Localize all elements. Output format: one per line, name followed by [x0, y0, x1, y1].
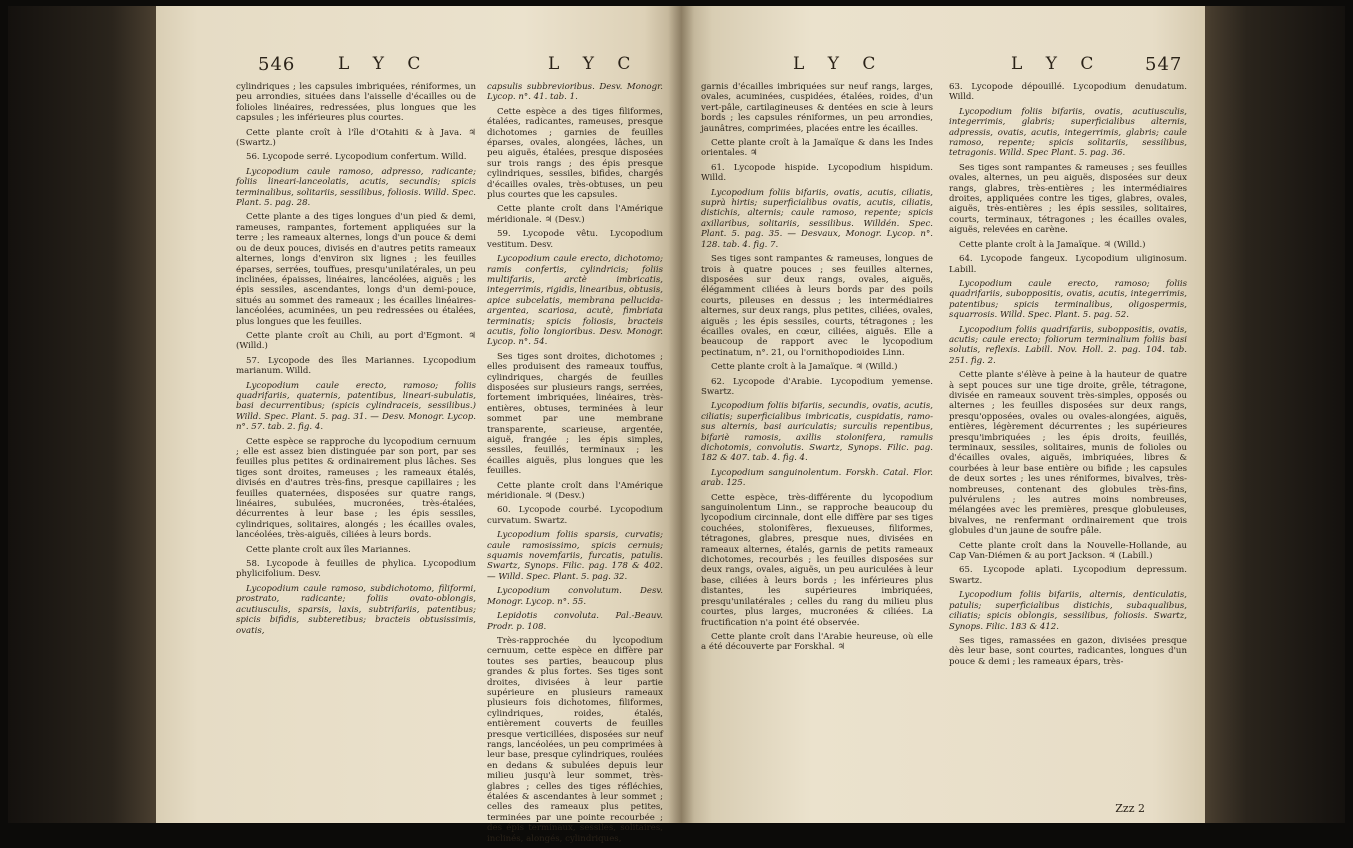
paragraph: Lycopodium caule erecto, ramoso; foliis quadrifariis, suboppositis, ovatis, acutis, integerrimis, patentibus; spicis terminalibus, oligospermis, squarrosis. Willd. Spec. Plant. 5. pag. 52.	[949, 278, 1187, 321]
paragraph: Cette espèce a des tiges filiformes, étalées, radicantes, rameuses, presque dichotomes ; garnies de feuilles éparses, ovales, alongées, lâches, un peu aiguës, étalées, presque disposées sur trois rangs ; des épis presque cylindriques, sessiles, bifides, chargés d'écailles ovales, très-obtuses, un peu plus courtes que les capsules.	[487, 106, 663, 201]
right-page	[681, 6, 1205, 823]
paragraph: Lycopodium caule ramoso, subdichotomo, filiformi, prostrato, radicante; foliis ovato-oblongis, acutiusculis, sparsis, laxis, subtrifariis, patentibus; spicis bifidis, subteretibus; bracteis obtusissimis, ovatis,	[236, 583, 476, 636]
paragraph: Ses tiges sont rampantes & rameuses ; ses feuilles ovales, alternes, un peu aiguës, disposées sur deux rangs, glabres, très-entières ; les intermédiaires droites, appliquées contre les tiges, glabres, ovales, aiguës, très-entières ; les épis sessiles, solitaires, courts, terminaux, tétragones ; les écailles ovales, aiguës, relevées en carène.	[949, 162, 1187, 236]
paragraph: Cette plante a des tiges longues d'un pied & demi, rameuses, rampantes, fortement appliquées sur la terre ; les rameaux alternes, longs d'un pouce & demi ou de deux pouces, divisés en d'autres petits rameaux alternes, longs d'environ six lignes ; les feuilles éparses, serrées, touffues, presqu'unilatérales, un peu inclinées, épaisses, linéaires, lancéolées, aiguës ; les épis sessiles, ascendantes, longs d'un demi-pouce, situés au sommet des rameaux ; les écailles linéaires-lancéolées, acuminées, un peu redressées ou étalées, plus longues que les feuilles.	[236, 212, 476, 327]
paragraph: Lycopodium sanguinolentum. Forskh. Catal. Flor. arab. 125.	[701, 467, 933, 489]
signature-mark: Zzz 2	[1115, 802, 1145, 815]
left-column-1	[236, 82, 476, 640]
paragraph: Lycopodium foliis quadrifariis, suboppositis, ovatis, acutis; caule erecto; foliorum terminalium foliis basi solutis, reflexis. Labill. Nov. Holl. 2. pag. 104. tab. 251. fig. 2.	[949, 324, 1187, 366]
paragraph: Cette plante s'élève à peine à la hauteur de quatre à sept pouces sur une tige droite, grêle, tétragone, divisée en rameaux souvent très-simples, opposés ou alternes ; les feuilles disposées sur deux rangs, presqu'opposées, ovales ou ovales-alongées, aiguës, entières, légèrement décurrentes ; les supérieures presqu'imbriquées ; les épis droits, feuillés, terminaux, sessiles, solitaires, munis de folioles ou d'écailles ovales, aiguës, imbriquées, libres & courbées à leur base entière ou bifide ; les capsules de deux sortes ; les unes réniformes, bivalves, très-nombreuses, contenant des globules très-fins, pulvérulens ; les autres moins nombreuses, mélangées avec les premières, presque globuleuses, bivalves, ne renfermant ordinairement que trois globules d'un jaune de soufre pâle.	[949, 370, 1187, 537]
paragraph: Cette plante croît à la Jamaïque & dans les Indes orientales. ♃	[701, 138, 933, 159]
left-page-number: 546	[258, 54, 296, 75]
paragraph: 65. Lycopode aplati. Lycopodium depressum. Swartz.	[949, 565, 1187, 586]
paragraph: Lycopodium caule erecto, dichotomo; ramis confertis, cylindricis; foliis multifariis, arctè imbricatis, integerrimis, rigidis, linearibus, obtusis, apice subcelatis, membrana pellucida-argentea, scariosa, acutè, fimbriata terminatis; spicis foliosis, bracteis acutis, folio longioribus. Desv. Monogr. Lycop. n°. 54.	[487, 254, 663, 348]
paragraph: Lycopodium convolutum. Desv. Monogr. Lycop. n°. 55.	[487, 586, 663, 607]
paragraph: Cette plante croît à la Jamaïque. ♃ (Willd.)	[959, 239, 1146, 250]
paragraph: Lycopodium foliis bifariis, ovatis, acutiusculis, integerrimis, glabris; superficialibus alternis, adpressis, ovatis, acutis, integerrimis, glabris; caule ramoso, repente; spicis solitariis, sessilibus, tetragonis. Willd. Spec Plant. 5. pag. 36.	[949, 106, 1187, 159]
paragraph: Lycopodium caule erecto, ramoso; foliis quadrifariis, quaternis, patentibus, lineari-subulatis, basi decurrentibus; (spicis cylindraceis, sessilibus.) Willd. Spec. Plant. 5. pag. 31. — Desv. Monogr. Lycop. n°. 57. tab. 2. fig. 4.	[236, 380, 476, 433]
left-page	[156, 6, 681, 844]
paragraph: Cette plante croît dans l'Arabie heureuse, où elle a été découverte par Forskhal. ♃	[701, 631, 933, 653]
paragraph: 61. Lycopode hispide. Lycopodium hispidum. Willd.	[701, 162, 933, 184]
paragraph: Lepidotis convoluta. Pal.-Beauv. Prodr. p. 108.	[487, 611, 663, 632]
right-catchword-2: L Y C	[1011, 54, 1103, 74]
paragraph: Lycopodium foliis bifariis, alternis, denticulatis, patulis; superficialibus distichis, subaqualibus, ciliatis; spicis oblongis, sessilibus, foliosis. Swartz, Synops. Filic. 183 & 412.	[949, 590, 1187, 632]
paragraph: garnis d'écailles imbriquées sur neuf rangs, larges, ovales, acuminées, cuspidées, étalées, roides, d'un vert-pâle, cartilagineuses & dentées en scie à leurs bords ; les capsules réniformes, un peu arrondies, jaunâtres, comprimées, placées entre les écailles.	[701, 82, 933, 134]
left-page-edges	[8, 6, 156, 823]
paragraph: Ses tiges sont rampantes & rameuses, longues de trois à quatre pouces ; ses feuilles alternes, disposées sur deux rangs, ovales, aiguës, élégamment ciliées à leurs bords par des poils courts, pileuses en dessus ; les intermédiaires alternes, sur deux rangs, plus petites, ciliées, ovales, aiguës ; les épis sessiles, courts, tétragones ; les écailles ovales, en cœur, ciliées, aiguës. Elle a beaucoup de rapport avec le lycopodium pectinatum, n°. 21, ou l'ornithopodioides Linn.	[701, 254, 933, 358]
paragraph: Ses tiges, ramassées en gazon, divisées presque dès leur base, sont courtes, radicantes, longues d'un pouce & demi ; les rameaux épars, très-	[949, 635, 1187, 667]
paragraph: 59. Lycopode vêtu. Lycopodium vestitum. Desv.	[487, 229, 663, 250]
paragraph: Lycopodium foliis bifariis, secundis, ovatis, acutis, ciliatis; superficialibus imbricatis, cuspidatis, ramo-sus alternis, basi auriculatis; surculis repentibus, bifariè ramosis, axillis stolonifera, ramulis dichotomis, convolutis. Swartz, Synops. Filic. pag. 182 & 407. tab. 4. fig. 4.	[701, 401, 933, 464]
right-catchword-1: L Y C	[793, 54, 885, 74]
right-page-edges	[1205, 6, 1345, 823]
paragraph: Lycopodium foliis sparsis, curvatis; caule ramosissimo, spicis cernuis; squamis novemfariis, furcatis, patulis. Swartz, Synops. Filic. pag. 178 & 402. — Willd. Spec. Plant. 5. pag. 32.	[487, 530, 663, 582]
paragraph: cylindriques ; les capsules imbriquées, réniformes, un peu arrondies, situées dans l'aisselle d'écailles ou de folioles linéaires, redressées, plus longues que les capsules ; les inférieures plus courtes.	[236, 82, 476, 124]
paragraph: Très-rapprochée du lycopodium cernuum, cette espèce en diffère par toutes ses parties, beaucoup plus grandes & plus fortes. Ses tiges sont droites, divisées à leur partie supérieure en plusieurs rameaux plusieurs fois dichotomes, filiformes, cylindriques, roides, étalés, entièrement couverts de feuilles presque verticillées, disposées sur neuf rangs, lancéolées, un peu comprimées à leur base, presque cylindriques, roulées en dedans & subulées depuis leur milieu jusqu'à leur sommet, très-glabres ; celles des tiges réfléchies, étalées & ascendantes à leur sommet ; celles des rameaux plus petites, terminées par une pointe recourbée ; des épis terminaux, sessiles, solitaires, inclinés, alongés, cylindriques,	[487, 635, 663, 844]
right-running-head	[681, 54, 1205, 82]
paragraph: Cette espèce, très-différente du lycopodium sanguinolentum Linn., se rapproche beaucoup du lycopodium circinnale, dont elle diffère par ses tiges couchées, stolonifères, flexueuses, filiformes, tétragones, glabres, presque nues, divisées en rameaux alternes, étalés, garnis de petits rameaux dichotomes, recourbés ; les feuilles disposées sur deux rangs, ovales, aiguës, un peu auriculées à leur base, ciliées à leurs bords ; les inférieures plus distantes, les supérieures imbriquées, presqu'unilatérales ; celles du rang du milieu plus courtes, plus larges, mucronées & ciliées. La fructification n'a point été observée.	[701, 492, 933, 628]
left-catchword-2: L Y C	[548, 54, 640, 74]
paragraph: Cette plante croît aux îles Mariannes.	[246, 544, 411, 555]
paragraph: Cette plante croît dans l'Amérique méridionale. ♃ (Desv.)	[487, 204, 663, 225]
paragraph: 56. Lycopode serré. Lycopodium confertum. Willd.	[246, 152, 467, 163]
book-spread	[8, 6, 1345, 844]
right-column-2	[949, 82, 1187, 671]
paragraph: 64. Lycopode fangeux. Lycopodium uliginosum. Labill.	[949, 254, 1187, 275]
paragraph: Cette plante croît dans la Nouvelle-Hollande, au Cap Van-Diémen & au port Jackson. ♃ (Labill.)	[949, 540, 1187, 562]
left-running-head	[156, 54, 681, 82]
left-catchword-1: L Y C	[338, 54, 430, 74]
paragraph: 60. Lycopode courbé. Lycopodium curvatum. Swartz.	[487, 505, 663, 526]
paragraph: Ses tiges sont droites, dichotomes ; elles produisent des rameaux touffus, cylindriques, chargés de feuilles disposées sur plusieurs rangs, serrées, fortement imbriquées, linéaires, très-entières, obtuses, terminées à leur sommet par une membrane transparente, scarieuse, argentée, aiguë, frangée ; les épis simples, sessiles, feuillés, terminaux ; les écailles aiguës, plus longues que les feuilles.	[487, 351, 663, 477]
paragraph: 62. Lycopode d'Arabie. Lycopodium yemense. Swartz.	[701, 376, 933, 397]
right-column-1	[701, 82, 933, 657]
paragraph: Cette plante croît à l'île d'Otahiti & à Java. ♃ (Swartz.)	[236, 127, 476, 149]
gutter	[668, 6, 694, 823]
paragraph: Cette plante croît au Chili, au port d'Egmont. ♃ (Willd.)	[236, 330, 476, 352]
right-page-number: 547	[1145, 54, 1183, 75]
paragraph: Cette plante croît à la Jamaïque. ♃ (Willd.)	[711, 362, 898, 373]
paragraph: 63. Lycopode dépouillé. Lycopodium denudatum. Willd.	[949, 82, 1187, 103]
left-column-2	[487, 82, 663, 848]
paragraph: Lycopodium foliis bifariis, ovatis, acutis, ciliatis, suprà hirtis; superficialibus ovatis, acutis, ciliatis, distichis, alternis; caule ramoso, repente; spicis axillaribus, solitariis, sessilibus. Willdén. Spec. Plant. 5. pag. 35. — Desvaux, Monogr. Lycop. n°. 128. tab. 4. fig. 7.	[701, 187, 933, 250]
paragraph: Cette espèce se rapproche du lycopodium cernuum ; elle est assez bien distinguée par son port, par ses feuilles plus petites & ordinairement plus lâches. Ses tiges sont droites, rameuses ; les rameaux étalés, divisés en d'autres très-fins, presque capillaires ; les feuilles quaternées, disposées sur quatre rangs, linéaires, subulées, mucronées, très-étalées, décurrentes à leur base ; les épis sessiles, cylindriques, solitaires, alongés ; les écailles ovales, lancéolées, très-aiguës, ciliées à leurs bords.	[236, 436, 476, 541]
paragraph: 57. Lycopode des îles Mariannes. Lycopodium marianum. Willd.	[236, 355, 476, 377]
paragraph: Cette plante croît dans l'Amérique méridionale. ♃ (Desv.)	[487, 480, 663, 502]
paragraph: capsulis subbrevioribus. Desv. Monogr. Lycop. n°. 41. tab. 1.	[487, 82, 663, 103]
paragraph: 58. Lycopode à feuilles de phylica. Lycopodium phylicifolium. Desv.	[236, 559, 476, 580]
paragraph: Lycopodium caule ramoso, adpresso, radicante; foliis lineari-lanceolatis, acutis, secundis; spicis terminalibus, solitariis, sessilibus, foliosis. Willd. Spec. Plant. 5. pag. 28.	[236, 166, 476, 209]
